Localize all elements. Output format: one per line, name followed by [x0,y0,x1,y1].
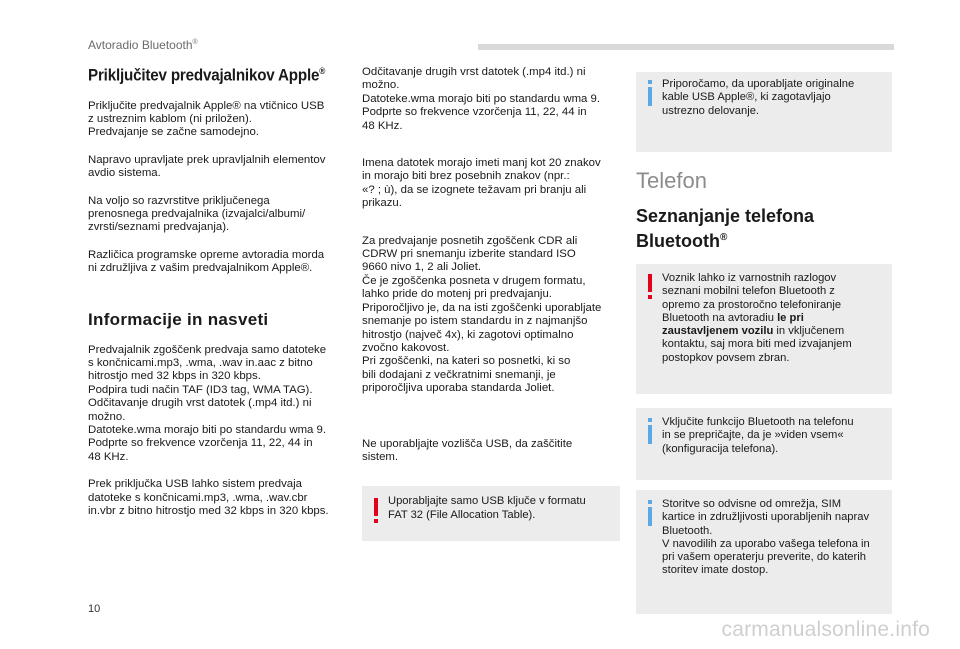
column-3 [636,72,892,614]
info-icon [646,418,654,444]
info-note-apple-cables [636,72,892,152]
para-cd-formats: Predvajalnik zgoščenk predvaja samo datoteke s končnicami.mp3, .wma, .wav in.aac z bitno hitrostjo med 32 kbps in 320 kbps. Podpira tudi način TAF (ID3 tag, WMA TAG). Odčitavanje drugih vrst datotek (.mp4 itd.) ni možno. Datoteke.wma morajo biti po standardu wma 9. Podprte so frekvence vzorčenja 11, 22, 44 in 48 KHz. [88,343,327,463]
para-connect-apple: Priključite predvajalnik Apple® na vtičnico USB z ustreznim kablom (ni priložen). Predvajanje se začne samodejno. [88,99,325,139]
info-note-bluetooth [636,408,892,480]
info-services-text: Storitve so odvisne od omrežja, SIM kartice in združljivosti uporabljenih naprav Bluetooth. V navodilih za uporabo vašega telefona in pri vašem operaterju preverite, do katerih storitev imate dostop. [662,498,870,577]
warning-pairing-part-a: Voznik lahko iz varnostnih razlogov seznani mobilni telefon Bluetooth z opremo za prostoročno telefoniranje Bluetooth na avtoradiu [662,272,842,324]
info-bluetooth-text: Vključite funkcijo Bluetooth na telefonu in se prepričajte, da je »viden vsem« (konfiguracija telefona). [662,416,854,455]
heading-apple-players-text: Priključitev predvajalnikov Apple [88,66,320,85]
column-1 [88,66,350,518]
heading-pairing [636,206,892,252]
warning-usb-text: Uporabljajte samo USB ključe v formatu FAT 32 (File Allocation Table). [388,495,586,521]
header-title-sup: ® [192,39,198,46]
warning-pairing-part-c: in vključenem kontaktu, saj mora biti med izvajanjem postopkov povsem zbran. [662,325,852,364]
warning-pairing-bold: le pri zaustavljenem vozilu [662,311,804,338]
warning-pairing-text [662,272,884,365]
para-sorting: Na voljo so razvrstitve priključenega prenosnega predvajalnika (izvajalci/albumi/ zvrsti/seznami predvajanja). [88,194,306,234]
heading-pairing-line2: Bluetooth [636,231,720,251]
para-usb-formats: Prek priključka USB lahko sistem predvaja datoteke s končnicami.mp3, .wma, .wav.cbr in.vbr z bitno hitrostjo med 32 kbps in 320 kbps. [88,478,329,518]
heading-apple-players-sup: ® [319,66,326,76]
para-usb-hub: Ne uporabljajte vozlišča USB, da zaščitite sistem. [362,437,573,463]
para-software: Različica programske opreme avtoradia morda ni združljiva z vašim predvajalnikom Apple®. [88,248,325,275]
section-telefon: Telefon [636,168,707,193]
exclamation-icon [646,274,654,300]
heading-pairing-line1: Seznanjanje telefona [636,206,815,226]
heading-info-tips: Informacije in nasveti [88,309,269,329]
watermark: carmanualsonline.info [721,618,930,641]
para-controls: Napravo upravljate prek upravljalnih elementov avdio sistema. [88,153,326,180]
header-rule [478,44,894,50]
exclamation-icon [372,498,380,524]
warning-note-usb [362,486,620,541]
para-other-files: Odčitavanje drugih vrst datotek (.mp4 itd.) ni možno. Datoteke.wma morajo biti po standardu wma 9. Podprte so frekvence vzorčenja 11, 22, 44 in 48 KHz. [362,66,601,132]
heading-pairing-sup: ® [719,232,728,243]
info-note-services [636,490,892,614]
warning-note-pairing [636,264,892,394]
info-icon [646,80,654,106]
para-filenames: Imena datotek morajo imeti manj kot 20 znakov in morajo biti brez posebnih znakov (npr.: «? ; ù), da se izognete težavam pri branju ali prikazu. [362,157,601,210]
page-number: 10 [88,603,101,615]
heading-apple-players [88,66,329,86]
column-2 [362,66,620,541]
para-cdr: Za predvajanje posnetih zgoščenk CDR ali CDRW pri snemanju izberite standard ISO 9660 nivo 1, 2 ali Joliet. Če je zgoščenka posneta v drugem formatu, lahko pride do motenj pri predvajanju. Priporočljivo je, da na isti zgoščenki uporabljate snemanje po istem standardu in z najmanjšo hitrostjo (največ 4x), ki zagotovi optimalno zvočno kakovost. Pri zgoščenki, na kateri so posnetki, ki so bili dodajani z večkratnimi snemanji, je priporočljiva uporaba standarda Joliet. [362,234,602,395]
header-title: Avtoradio Bluetooth [88,38,193,52]
info-apple-text: Priporočamo, da uporabljate originalne kable USB Apple®, ki zagotavljajo ustrezno delovanje. [662,78,855,117]
info-icon [646,500,654,526]
running-header [88,38,198,52]
